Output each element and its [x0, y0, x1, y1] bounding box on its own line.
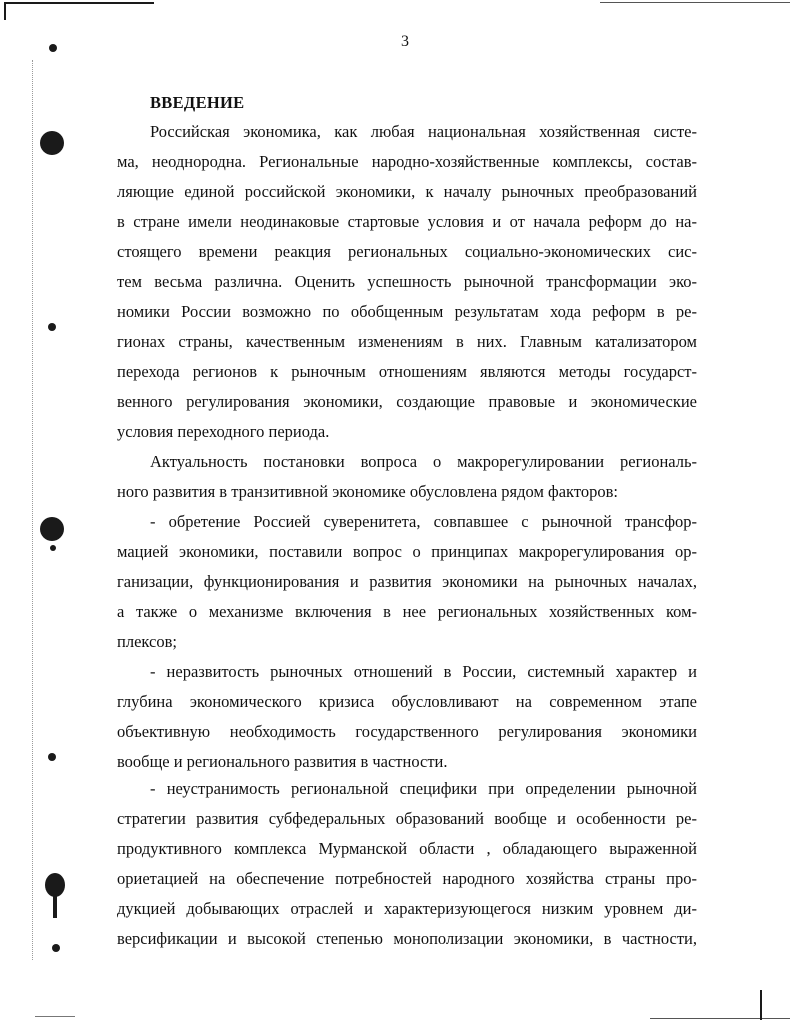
text-line: ляющие единой российской экономики, к началу рыночных преобразований — [117, 182, 697, 201]
text-line: перехода регионов к рыночным отношениям являются методы государст- — [117, 362, 697, 381]
text-line: ганизации, функционирования и развития экономики на рыночных началах, — [117, 572, 697, 591]
text-line: Актуальность постановки вопроса о макрорегулировании региональ- — [150, 452, 697, 471]
text-line: плексов; — [117, 632, 177, 651]
binder-hole-small — [48, 753, 56, 761]
text-line: стоящего времени реакция региональных социально-экономических сис- — [117, 242, 697, 261]
text-line: Российская экономика, как любая национальная хозяйственная систе- — [150, 122, 697, 141]
binder-hole-small — [52, 944, 60, 952]
scan-frame-left-edge — [4, 2, 6, 20]
binder-hole-large — [40, 131, 64, 155]
binder-hole-small — [50, 545, 56, 551]
scan-frame-bottom-right — [650, 1018, 790, 1019]
text-line: объективную необходимость государственного регулирования экономики — [117, 722, 697, 741]
text-line: - неразвитость рыночных отношений в России, системный характер и — [150, 662, 697, 681]
text-line: версификации и высокой степенью монополизации экономики, в частности, — [117, 929, 697, 948]
text-line: стратегии развития субфедеральных образований вообще и особенности ре- — [117, 809, 697, 828]
text-line: продуктивного комплекса Мурманской области , обладающего выраженной — [117, 839, 697, 858]
text-line: - обретение Россией суверенитета, совпавшее с рыночной трансфор- — [150, 512, 697, 531]
text-line: - неустранимость региональной специфики при определении рыночной — [150, 779, 697, 798]
text-line: глубина экономического кризиса обусловливают на современном этапе — [117, 692, 697, 711]
binder-hole-tail — [53, 892, 57, 918]
text-line: в стране имели неодинаковые стартовые условия и от начала реформ до на- — [117, 212, 697, 231]
text-line: условия переходного периода. — [117, 422, 330, 441]
binder-hole-small — [49, 44, 57, 52]
text-line: тем весьма различна. Оценить успешность рыночной трансформации эко- — [117, 272, 697, 291]
scan-frame-top-left — [4, 2, 154, 4]
scan-frame-top-right — [600, 2, 790, 3]
text-line: венного регулирования экономики, создающие правовые и экономические — [117, 392, 697, 411]
section-heading: ВВЕДЕНИЕ — [150, 93, 245, 112]
text-line: гионах страны, качественным изменениям в них. Главным катализатором — [117, 332, 697, 351]
text-line: ного развития в транзитивной экономике обусловлена рядом факторов: — [117, 482, 618, 501]
scan-frame-bottom-left — [35, 1016, 75, 1017]
text-line: ориетацией на обеспечение потребностей народного хозяйства страны про- — [117, 869, 697, 888]
text-line: вообще и регионального развития в частности. — [117, 752, 448, 771]
binder-hole-large — [40, 517, 64, 541]
text-line: дукцией добывающих отраслей и характеризующегося низким уровнем ди- — [117, 899, 697, 918]
page-number: 3 — [401, 33, 409, 50]
scan-frame-right-edge — [760, 990, 762, 1020]
text-line: мацией экономики, поставили вопрос о принципах макрорегулирования ор- — [117, 542, 697, 561]
text-line: ма, неоднородна. Региональные народно-хозяйственные комплексы, состав- — [117, 152, 697, 171]
text-line: номики России возможно по обобщенным результатам хода реформ в ре- — [117, 302, 697, 321]
scan-dotted-edge — [32, 60, 33, 960]
text-line: а также о механизме включения в нее региональных хозяйственных ком- — [117, 602, 697, 621]
binder-hole-small — [48, 323, 56, 331]
